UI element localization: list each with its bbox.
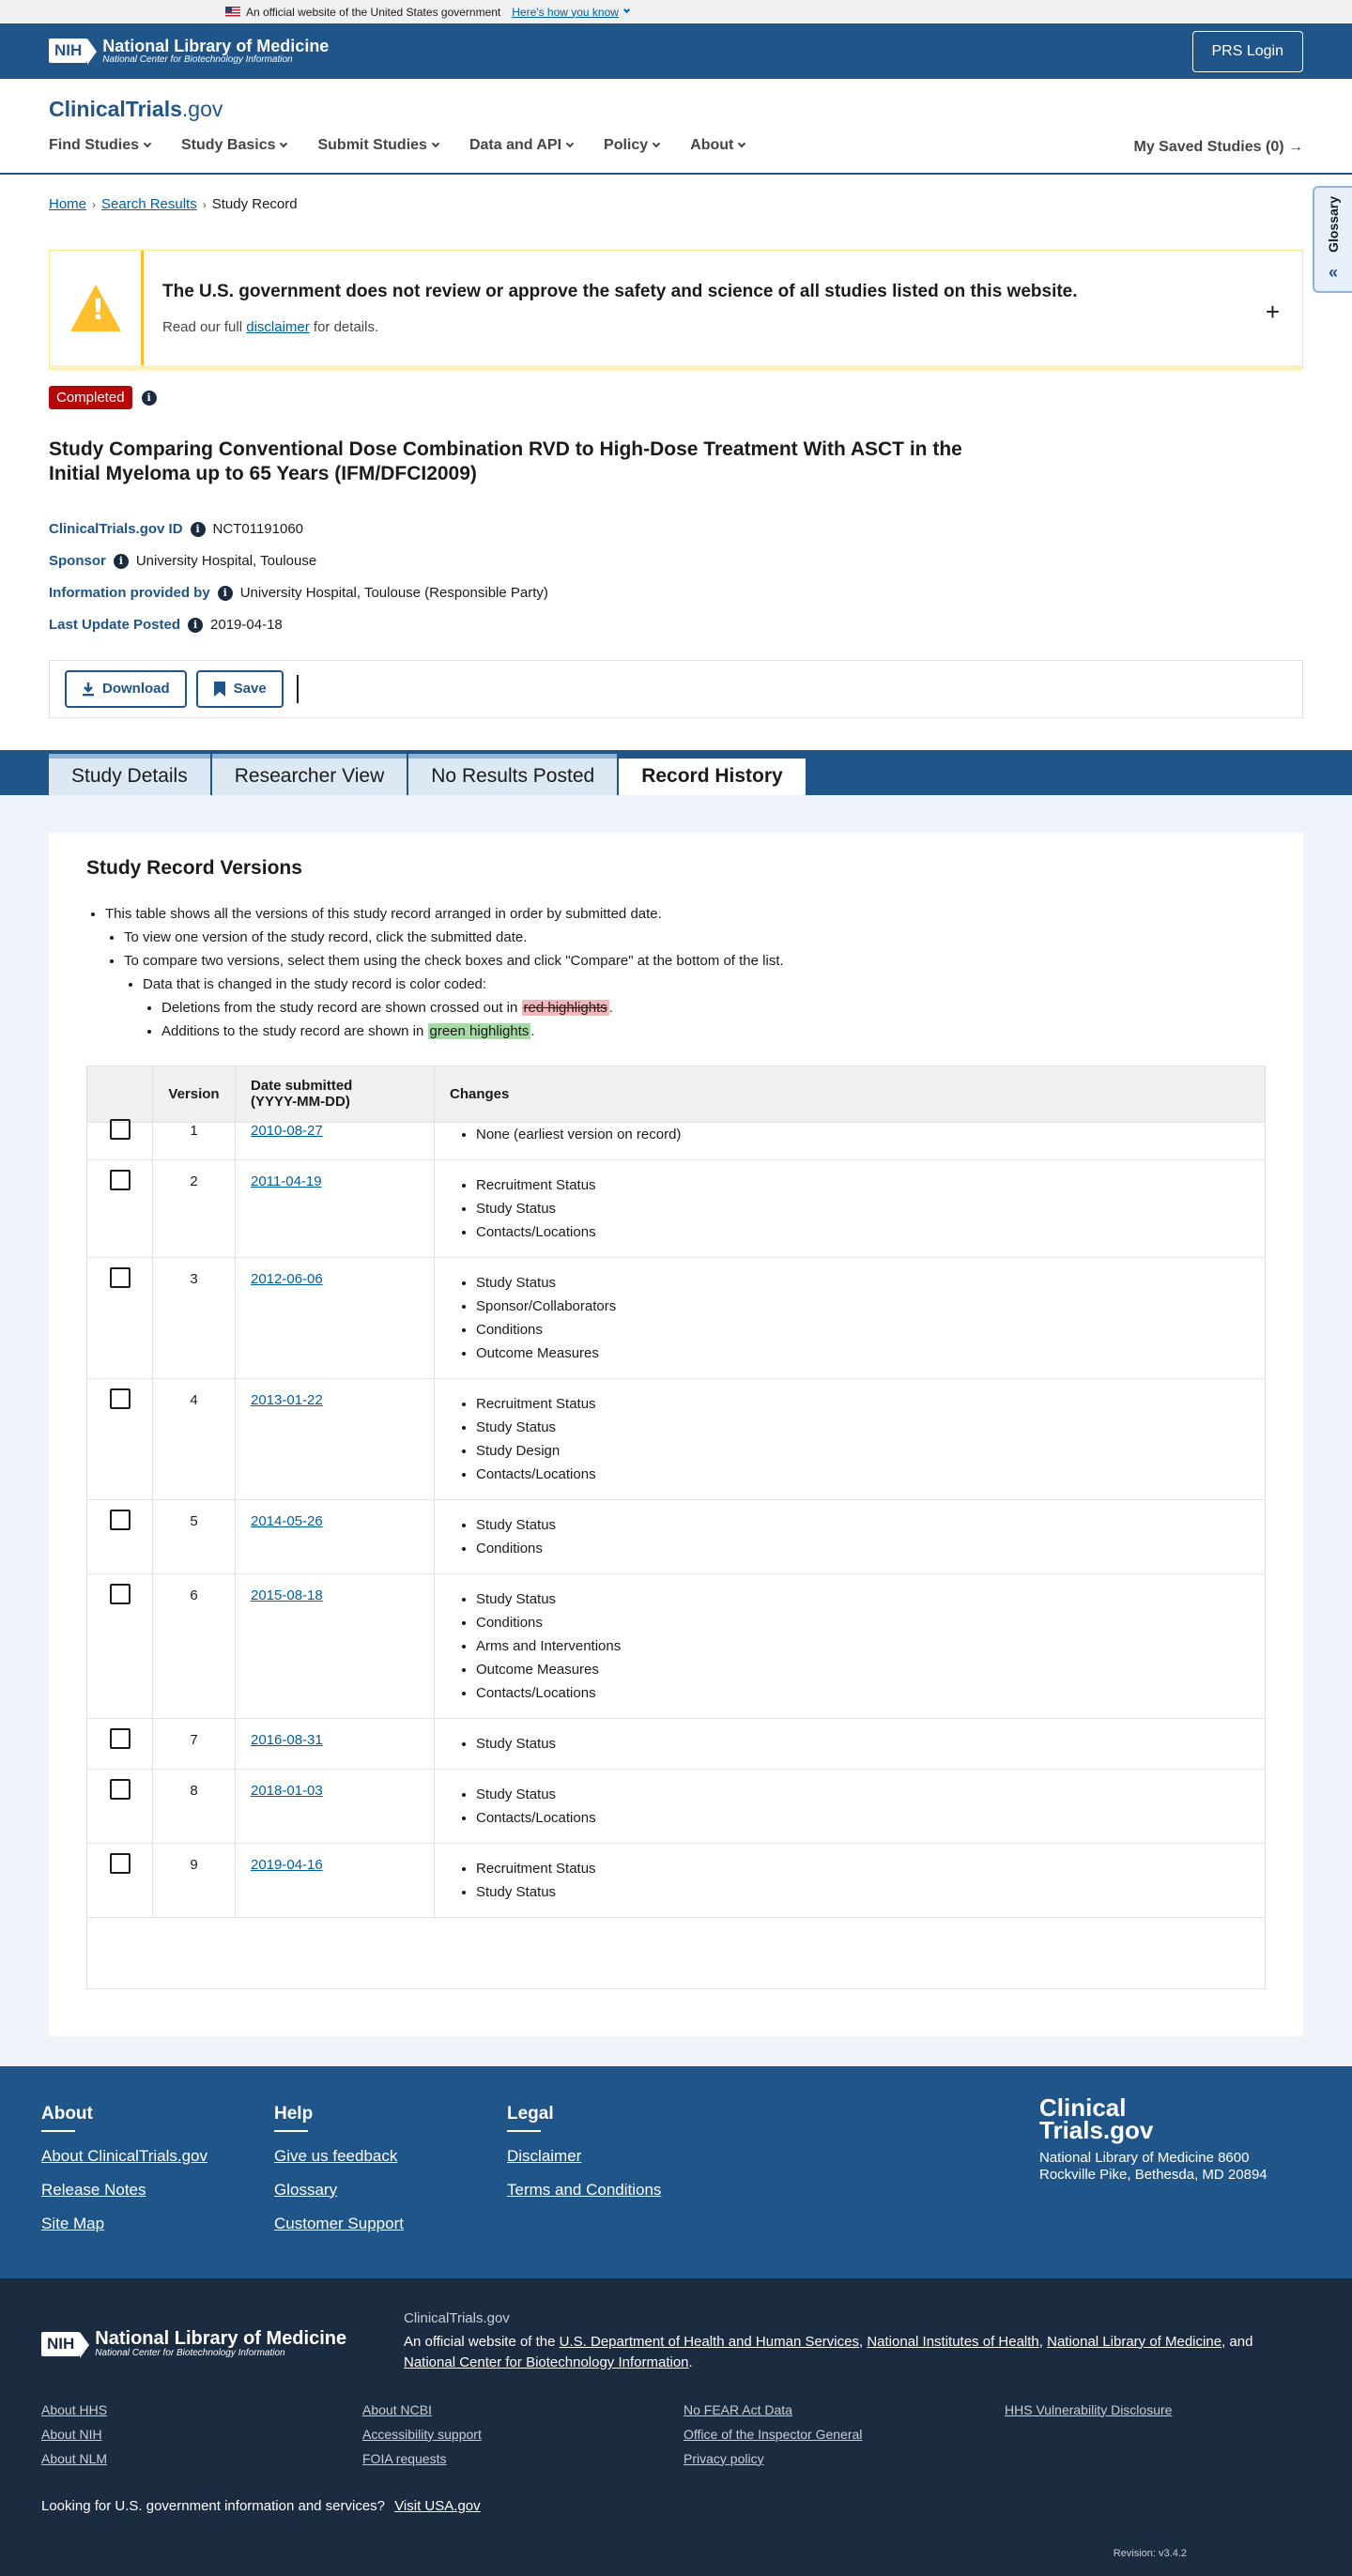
change-item: • Study Status [476,1732,1250,1756]
tab-record-history[interactable]: Record History [619,754,806,795]
version-date-link[interactable]: 2015-08-18 [251,1587,323,1603]
version-checkbox[interactable] [110,1584,131,1604]
select-cell [87,1499,153,1573]
header-date [236,1066,435,1122]
date-cell [236,1573,435,1718]
instruction-text: Additions to the study record are shown in [161,1022,424,1039]
version-date-link[interactable]: 2012-06-06 [251,1270,323,1287]
table-row [87,1718,1266,1769]
change-item: • Study Status [476,1513,1250,1537]
footer-link[interactable]: Disclaimer [507,2146,582,2165]
nav-data-and-api[interactable] [469,137,573,154]
change-item: • Contacts/Locations [476,1681,1250,1705]
change-item: • Study Status [476,1880,1250,1904]
meta-value: University Hospital, Toulouse (Responsible Party) [239,585,548,601]
meta-label: ClinicalTrials.gov ID [49,521,183,537]
nih-link[interactable]: National Institutes of Health [867,2333,1039,2350]
breadcrumb-search-results[interactable]: Search Results [101,196,197,212]
table-header-row [87,1066,1266,1122]
alert-icon-area [50,251,144,365]
record-history-panel [0,795,1352,2066]
footer-link[interactable]: Customer Support [274,2214,404,2232]
changes-cell [435,1769,1266,1843]
period: . [530,1022,535,1039]
versions-table-body [87,1122,1266,1988]
table-empty-row [87,1917,1266,1988]
version-number: 7 [153,1718,236,1769]
change-item: • Recruitment Status [476,1173,1250,1197]
nav-study-basics[interactable] [181,137,286,154]
nav-label: Policy [604,137,649,153]
version-number: 3 [153,1257,236,1378]
footer-bottom-link[interactable]: FOIA requests [362,2450,447,2466]
footer-brand [1039,2093,1283,2184]
footer-top [0,2066,1352,2278]
nlm-logo-subtitle: National Center for Biotechnology Information [95,2347,285,2358]
meta-row-sponsor [49,545,1303,577]
version-date-link[interactable]: 2018-01-03 [251,1782,323,1799]
meta-row-info-provided [49,577,1303,609]
main-nav [49,137,1303,154]
footer-link[interactable]: Site Map [41,2214,105,2232]
download-label: Download [102,681,170,697]
date-cell [236,1718,435,1769]
footer-bottom-links [41,2402,1311,2466]
download-button[interactable] [65,670,187,708]
footer-address: National Library of Medicine 8600 Rockville Pike, Bethesda, MD 20894 [1039,2149,1268,2183]
nav-label: Find Studies [49,137,139,153]
chevron-down-icon [738,140,745,147]
site-logo[interactable] [49,79,1303,122]
version-date-link[interactable]: 2014-05-26 [251,1512,323,1529]
header-date-label: Date submitted (YYYY-MM-DD) [251,1078,353,1110]
change-item: • Contacts/Locations [476,1220,1250,1244]
version-checkbox[interactable] [110,1170,131,1190]
meta-label: Information provided by [49,585,210,601]
version-checkbox[interactable] [110,1119,131,1140]
ncbi-link[interactable]: National Center for Biotechnology Information [404,2354,689,2370]
footer-heading: Help [274,2103,314,2124]
gov-banner-text: An official website of the United States government [246,5,501,19]
change-item: • Contacts/Locations [476,1463,1250,1486]
footer-heading: Legal [507,2103,554,2124]
version-date-link[interactable]: 2011-04-19 [251,1173,322,1189]
chevron-right-icon: › [92,197,97,211]
date-cell [236,1122,435,1159]
instruction-text: This table shows all the versions of this study record arranged in order by submitted date. [105,905,662,922]
usagov-prefix: Looking for U.S. government information and services? [41,2497,386,2514]
red-highlight-sample: red highlights [523,999,607,1016]
status-row [49,386,1303,409]
date-cell [236,1843,435,1917]
version-number: 1 [153,1122,236,1159]
instruction-item [161,1020,1266,1043]
table-row [87,1378,1266,1499]
select-cell [87,1843,153,1917]
meta-row-id [49,514,1303,545]
footer-bottom-link[interactable]: About NCBI [362,2401,432,2417]
instruction-item [143,973,1266,1043]
info-icon[interactable]: i [218,586,233,601]
disclaimer-link[interactable]: disclaimer [246,318,310,335]
chevron-down-icon [432,140,439,147]
disclaimer-alert [49,250,1303,371]
revision-label: Revision: v3.4.2 [1113,2547,1187,2559]
version-checkbox[interactable] [110,1728,131,1749]
hhs-link[interactable]: U.S. Department of Health and Human Services [559,2333,859,2350]
period: . [608,999,613,1016]
nav-label: Study Basics [181,137,276,153]
chevron-right-icon: › [202,197,207,211]
tab-researcher-view[interactable]: Researcher View [212,754,407,795]
footer-about [41,2104,274,2278]
footer-ctgov: ClinicalTrials.gov [404,2309,510,2326]
glossary-label: Glossary [1326,195,1341,253]
nlm-header [0,23,1352,79]
date-cell [236,1257,435,1378]
select-cell [87,1159,153,1257]
table-row [87,1499,1266,1573]
nlm-logo-subtitle: National Center for Biotechnology Information [102,54,293,65]
footer-bottom-link[interactable]: Accessibility support [362,2426,482,2442]
version-checkbox[interactable] [110,1267,131,1288]
glossary-tab[interactable] [1313,186,1352,293]
date-cell [236,1159,435,1257]
changes-cell [435,1718,1266,1769]
meta-label: Last Update Posted [49,617,181,633]
changes-cell [435,1378,1266,1499]
nav-label: Submit Studies [317,137,427,153]
header-changes: Changes [435,1066,1266,1122]
site-header [0,79,1352,175]
change-item: • None (earliest version on record) [476,1123,1250,1146]
tab-no-results-posted[interactable]: No Results Posted [408,754,617,795]
breadcrumb [0,175,1352,212]
chevron-down-icon [653,140,660,147]
tab-study-details[interactable]: Study Details [49,754,210,795]
select-cell [87,1122,153,1159]
footer-logo-line2: Trials.gov [1039,2116,1154,2145]
footer-bottom-link[interactable]: About HHS [41,2401,108,2417]
changes-cell [435,1159,1266,1257]
footer-link[interactable]: About ClinicalTrials.gov [41,2146,207,2165]
footer-bottom-link[interactable]: Office of the Inspector General [684,2426,863,2442]
footer-bottom [0,2278,1352,2576]
table-row [87,1573,1266,1718]
change-item: • Conditions [476,1611,1250,1634]
alert-subtext [162,319,1078,335]
change-item: • Recruitment Status [476,1857,1250,1880]
version-date-link[interactable]: 2013-01-22 [251,1391,323,1408]
table-row [87,1257,1266,1378]
version-checkbox[interactable] [110,1510,131,1530]
alert-suffix: for details. [313,318,379,335]
version-number: 4 [153,1378,236,1499]
footer-legal [507,2104,740,2278]
instruction-item [124,949,1266,1043]
change-item: • Outcome Measures [476,1342,1250,1365]
gov-banner [0,0,1352,23]
visit-usagov-link[interactable]: Visit USA.gov [394,2497,481,2514]
change-item: • Study Status [476,1197,1250,1220]
action-bar [49,660,1303,718]
instruction-item [105,902,1266,1043]
versions-heading: Study Record Versions [86,856,302,879]
nav-label: About [690,137,734,153]
footer-link[interactable]: Terms and Conditions [507,2180,662,2199]
nlm-logo-title: National Library of Medicine [102,36,330,55]
brand-suffix: .gov [181,97,223,121]
expand-plus-icon[interactable]: + [1265,298,1280,326]
double-chevron-left-icon: « [1328,263,1338,283]
select-cell [87,1769,153,1843]
footer-bottom-link[interactable]: About NIH [41,2426,102,2442]
meta-row-last-update [49,609,1303,641]
alert-title: The U.S. government does not review or approve the safety and science of all studies listed on this website. [162,281,1078,301]
versions-table [86,1066,1266,1989]
info-icon[interactable]: i [114,554,129,569]
save-label: Save [233,681,267,697]
versions-card [49,833,1303,2036]
change-item: • Conditions [476,1537,1250,1560]
chevron-down-icon [623,7,630,13]
and-text: and [1229,2333,1253,2350]
download-icon [82,682,95,697]
nav-find-studies[interactable] [49,137,150,154]
changes-cell [435,1122,1266,1159]
table-row [87,1122,1266,1159]
toolbar-divider [297,675,299,703]
change-item: • Study Status [476,1271,1250,1295]
select-cell [87,1718,153,1769]
nav-about[interactable] [690,137,745,154]
change-item: • Study Design [476,1439,1250,1463]
nav-label: Data and API [469,137,562,153]
instruction-text: Deletions from the study record are shown crossed out in [161,999,518,1016]
footer-bottom-empty [1005,2427,1326,2442]
alert-prefix: Read our full [162,318,243,335]
us-flag-icon [225,7,240,17]
change-item: • Contacts/Locations [476,1806,1250,1830]
official-prefix: An official website of the [404,2333,556,2350]
heres-how-you-know-link[interactable]: Here's how you know [512,5,619,19]
changes-cell [435,1499,1266,1573]
change-item: • Conditions [476,1318,1250,1342]
nlm-link[interactable]: National Library of Medicine [1047,2333,1222,2350]
change-item: • Outcome Measures [476,1658,1250,1681]
version-number: 6 [153,1573,236,1718]
breadcrumb-home[interactable]: Home [49,196,87,212]
my-saved-studies-link[interactable]: My Saved Studies (0) → [1133,139,1303,155]
header-version: Version [153,1066,236,1122]
status-badge: Completed [49,386,132,409]
version-date-link[interactable]: 2010-08-27 [251,1122,323,1139]
instruction-text: Data that is changed in the study record is color coded: [143,975,487,992]
footer-bottom-link[interactable]: Privacy policy [684,2450,764,2466]
changes-cell [435,1843,1266,1917]
date-cell [236,1378,435,1499]
version-checkbox[interactable] [110,1779,131,1800]
footer-link[interactable]: Give us feedback [274,2146,398,2165]
chevron-down-icon [280,140,287,147]
instruction-item [161,996,1266,1020]
change-item: • Study Status [476,1416,1250,1439]
date-cell [236,1769,435,1843]
change-item: • Arms and Interventions [476,1634,1250,1658]
study-tabs [0,750,1352,795]
study-meta [49,514,1303,641]
chevron-down-icon [144,140,151,147]
brand-main: ClinicalTrials [49,97,182,121]
change-item: • Sponsor/Collaborators [476,1295,1250,1318]
change-item: • Study Status [476,1587,1250,1611]
table-row [87,1159,1266,1257]
info-icon[interactable]: i [191,522,206,537]
instruction-item [124,926,1266,949]
versions-instructions [86,902,1266,1043]
nlm-logo-title: National Library of Medicine [95,2327,347,2349]
select-cell [87,1257,153,1378]
nav-policy[interactable] [604,137,659,154]
nih-logo-box: NIH [49,38,87,63]
meta-value: NCT01191060 [212,521,303,537]
header-select [87,1066,153,1122]
select-cell [87,1573,153,1718]
footer-help [274,2104,507,2278]
info-icon[interactable]: i [142,391,157,406]
changes-cell [435,1257,1266,1378]
info-icon[interactable]: i [188,618,203,633]
instruction-text: To view one version of the study record, click the submitted date. [124,928,528,945]
nih-logo-box: NIH [41,2332,80,2356]
version-number: 5 [153,1499,236,1573]
footer-bottom-link[interactable]: HHS Vulnerability Disclosure [1005,2401,1173,2417]
footer-logo-line1: Clinical [1039,2093,1127,2122]
prs-login-button[interactable]: PRS Login [1192,31,1304,72]
footer-bottom-link[interactable]: No FEAR Act Data [684,2401,792,2417]
study-title: Study Comparing Conventional Dose Combination RVD to High-Dose Treatment With ASCT in the Initial Myeloma up to 65 Years (IFM/DFCI2009) [49,438,962,485]
warning-icon: ! [70,284,121,331]
version-checkbox[interactable] [110,1388,131,1409]
change-item: • Recruitment Status [476,1392,1250,1416]
footer-link[interactable]: Release Notes [41,2180,146,2199]
meta-value: University Hospital, Toulouse [135,553,317,569]
green-highlight-sample: green highlights [429,1022,530,1039]
meta-label: Sponsor [49,553,106,569]
nav-submit-studies[interactable] [317,137,438,154]
bookmark-icon [213,681,226,698]
date-cell [236,1499,435,1573]
version-date-link[interactable]: 2019-04-16 [251,1856,323,1873]
select-cell [87,1378,153,1499]
changes-cell [435,1573,1266,1718]
table-row [87,1843,1266,1917]
version-date-link[interactable]: 2016-08-31 [251,1731,323,1748]
breadcrumb-current: Study Record [211,196,298,212]
version-number: 9 [153,1843,236,1917]
version-number: 8 [153,1769,236,1843]
table-row [87,1769,1266,1843]
footer-heading: About [41,2103,93,2124]
footer-nlm-logo[interactable] [41,2310,404,2374]
version-checkbox[interactable] [110,1853,131,1874]
footer-bottom-link[interactable]: About NLM [41,2450,108,2466]
usagov-line [41,2498,1311,2514]
save-button[interactable] [196,670,284,708]
version-number: 2 [153,1159,236,1257]
nlm-logo[interactable] [49,38,329,65]
change-item: • Study Status [476,1783,1250,1806]
footer-official [404,2310,1268,2374]
official-statement: An official website of the U.S. Department of Health and Human Services, National Institutes of Health, National Library of Medicine, and National Center for Biotechnology Information. [404,2333,1253,2370]
footer-link[interactable]: Glossary [274,2180,338,2199]
instruction-text: To compare two versions, select them using the check boxes and click "Compare" at the bottom of the list. [124,952,784,969]
meta-value: 2019-04-18 [210,617,283,633]
chevron-down-icon [566,140,574,147]
